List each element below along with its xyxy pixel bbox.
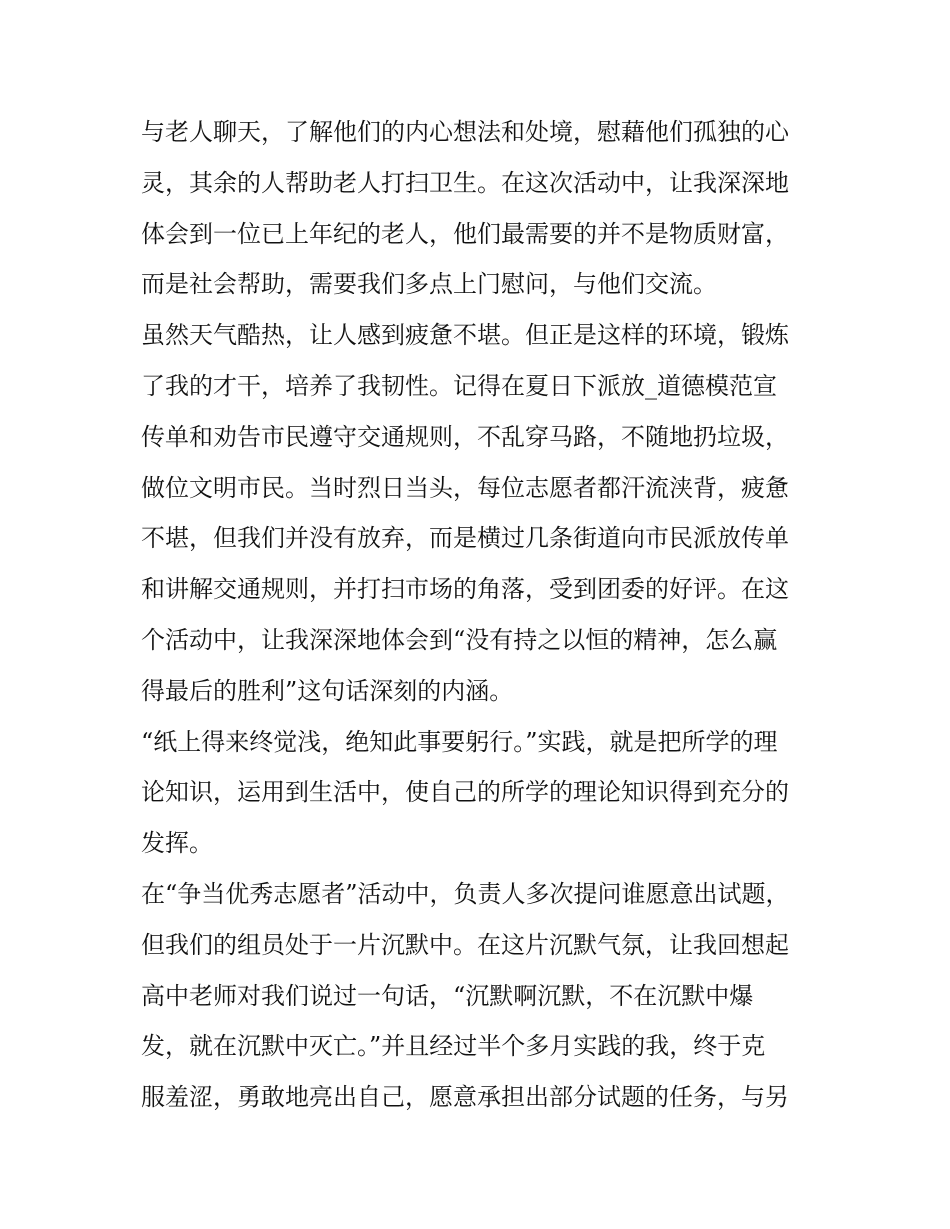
text-line-4: 而是社会帮助，需要我们多点上门慰问，与他们交流。 <box>141 270 717 299</box>
text-line-14: 论知识，运用到生活中，使自己的所学的理论知识得到充分的 <box>141 778 789 807</box>
text-line-2: 灵，其余的人帮助老人打扫卫生。在这次活动中，让我深深地 <box>141 168 789 197</box>
text-line-17: 但我们的组员处于一片沉默中。在这片沉默气氛，让我回想起 <box>141 930 789 959</box>
text-line-9: 不堪，但我们并没有放弃，而是横过几条街道向市民派放传单 <box>141 524 789 553</box>
text-line-7: 传单和劝告市民遵守交通规则，不乱穿马路，不随地扔垃圾， <box>141 422 789 451</box>
text-line-20: 服羞涩，勇敢地亮出自己，愿意承担出部分试题的任务，与另 <box>141 1083 789 1112</box>
text-line-8: 做位文明市民。当时烈日当头，每位志愿者都汗流浃背，疲惫 <box>141 473 789 502</box>
text-line-15: 发挥。 <box>141 829 213 858</box>
text-line-11: 个活动中，让我深深地体会到“没有持之以恒的精神，怎么赢 <box>141 625 778 654</box>
text-line-3: 体会到一位已上年纪的老人，他们最需要的并不是物质财富， <box>141 219 789 248</box>
text-line-6: 了我的才干，培养了我韧性。记得在夏日下派放_道德模范宣 <box>141 371 777 400</box>
text-line-1: 与老人聊天，了解他们的内心想法和处境，慰藉他们孤独的心 <box>141 118 789 146</box>
text-line-12: 得最后的胜利”这句话深刻的内涵。 <box>141 676 514 705</box>
text-line-5: 虽然天气酷热，让人感到疲惫不堪。但正是这样的环境，锻炼 <box>141 321 789 350</box>
text-line-18: 高中老师对我们说过一句话，“沉默啊沉默，不在沉默中爆 <box>141 981 754 1010</box>
text-line-10: 和讲解交通规则，并打扫市场的角落，受到团委的好评。在这 <box>141 575 789 604</box>
body-text <box>141 107 821 1123</box>
text-line-19: 发，就在沉默中灭亡。”并且经过半个多月实践的我，终于克 <box>141 1032 766 1061</box>
text-line-16: 在“争当优秀志愿者”活动中，负责人多次提问谁愿意出试题， <box>141 879 790 908</box>
text-line-13: “纸上得来终觉浅，绝知此事要躬行。”实践，就是把所学的理 <box>141 727 778 756</box>
